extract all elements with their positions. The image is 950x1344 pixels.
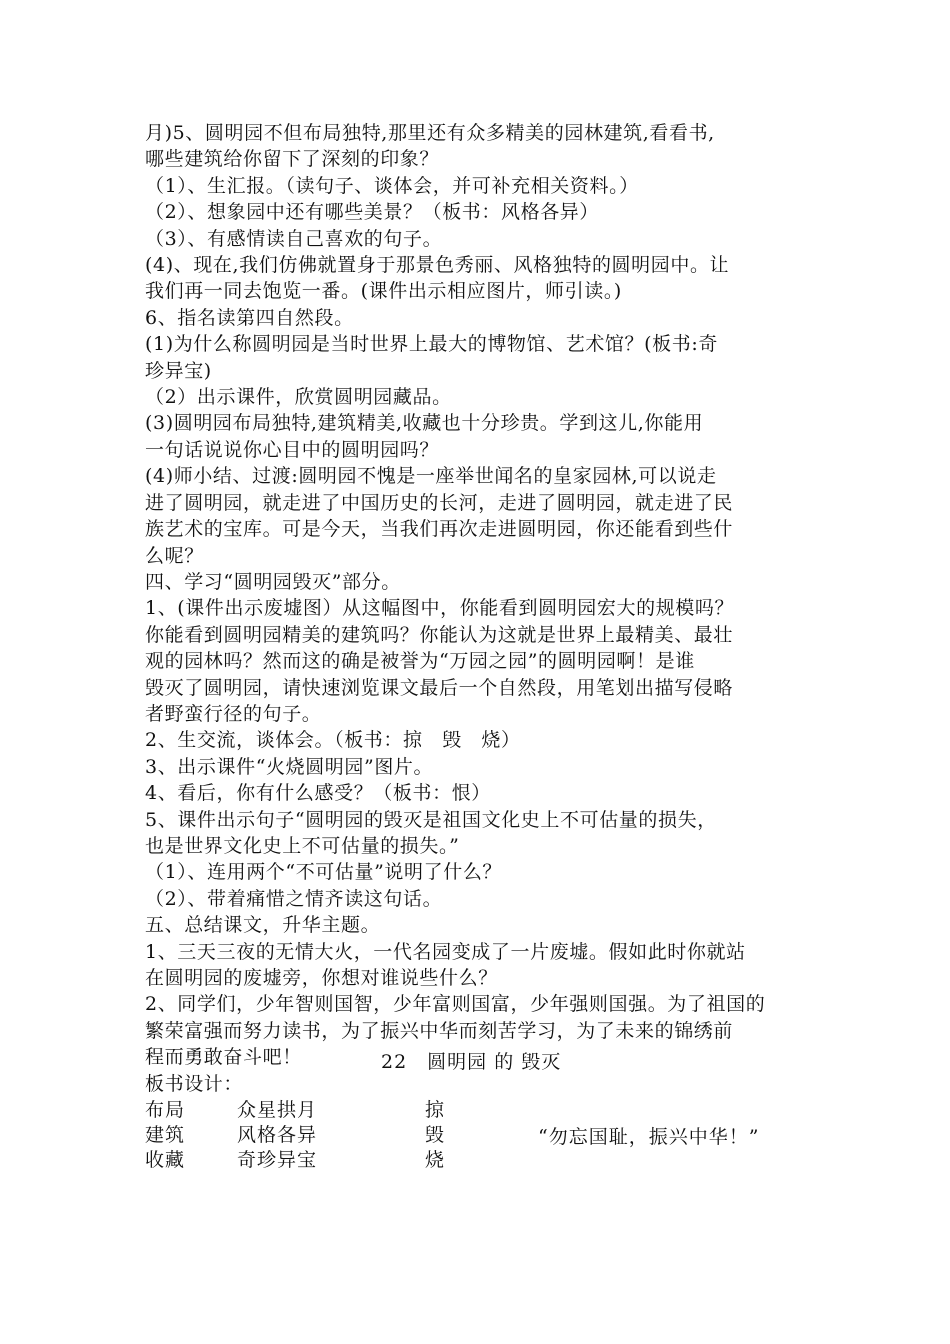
text-line: 1、(课件出示废墟图）从这幅图中，你能看到圆明园宏大的规模吗？: [145, 597, 735, 620]
section-heading: 五、总结课文，升华主题。: [145, 914, 381, 937]
text-line: （2）、想象园中还有哪些美景？（板书：风格各异）: [145, 201, 599, 224]
board-category: 建筑: [145, 1124, 186, 1146]
board-category: 收藏: [145, 1149, 186, 1171]
text-line: 在圆明园的废墟旁，你想对谁说些什么？: [145, 967, 498, 989]
text-line: 2、同学们，少年智则国智，少年富则国富，少年强则国强。为了祖国的: [145, 993, 766, 1016]
text-line: 程而勇敢奋斗吧！: [145, 1046, 302, 1069]
text-line: 月)5、圆明园不但布局独特,那里还有众多精美的园林建筑,看看书,: [145, 122, 715, 144]
lesson-plan-body: [145, 120, 810, 1097]
text-line: 你能看到圆明园精美的建筑吗？你能认为这就是世界上最精美、最壮: [145, 623, 734, 646]
board-action: 烧: [425, 1149, 446, 1171]
text-line: 2、生交流，谈体会。（板书：掠 毁 烧）: [145, 729, 521, 752]
board-category: 布局: [145, 1099, 186, 1121]
text-line: （1）、连用两个“不可估量”说明了什么？: [145, 861, 503, 884]
text-line: 5、课件出示句子“圆明园的毁灭是祖国文化史上不可估量的损失，: [145, 808, 717, 831]
text-line: （1）、生汇报。（读句子、谈体会，并可补充相关资料。）: [145, 174, 639, 197]
board-slogan: “勿忘国耻，振兴中华！”: [538, 1126, 760, 1148]
section-heading: 四、学习“圆明园毁灭”部分。: [145, 570, 401, 593]
text-line: 么呢？: [145, 544, 204, 567]
text-line: 繁荣富强而努力读书，为了振兴中华而刻苦学习，为了未来的锦绣前: [145, 1019, 734, 1042]
text-line: 者野蛮行径的句子。: [145, 702, 322, 725]
text-line: (1)为什么称圆明园是当时世界上最大的博物馆、艺术馆？(板书:奇: [145, 333, 718, 356]
text-line: 珍异宝): [145, 359, 212, 382]
text-line: 我们再一同去饱览一番。(课件出示相应图片，师引读。): [145, 280, 622, 303]
board-feature: 奇珍异宝: [237, 1149, 318, 1171]
text-line: 也是世界文化史上不可估量的损失。”: [145, 834, 460, 857]
board-action: 掠: [425, 1099, 446, 1121]
board-feature: 风格各异: [237, 1124, 318, 1146]
board-feature: 众星拱月: [237, 1099, 318, 1121]
text-line: 进了圆明园，就走进了中国历史的长河，走进了圆明园，就走进了民: [145, 491, 734, 514]
text-line: 哪些建筑给你留下了深刻的印象？: [145, 148, 440, 171]
text-line: (4)、现在,我们仿佛就置身于那景色秀丽、风格独特的圆明园中。让: [145, 254, 730, 277]
text-line: （2）、带着痛惜之情齐读这句话。: [145, 887, 443, 910]
text-line: (4)师小结、过渡:圆明园不愧是一座举世闻名的皇家园林,可以说走: [145, 465, 717, 488]
text-line: 1、三天三夜的无情大火，一代名园变成了一片废墟。假如此时你就站: [145, 940, 746, 963]
board-title: 22 圆明园 的 毁灭: [381, 1051, 562, 1073]
text-line: 族艺术的宝库。可是今天，当我们再次走进圆明园，你还能看到些什: [145, 518, 734, 541]
text-line: 6、指名读第四自然段。: [145, 306, 354, 329]
text-line: （2）出示课件，欣赏圆明园藏品。: [145, 386, 452, 409]
text-line: 3、出示课件“火烧圆明园”图片。: [145, 755, 434, 778]
text-line: 观的园林吗？然而这的确是被誉为“万园之园”的圆明园啊！是谁: [145, 650, 695, 673]
text-line: （3）、有感情读自己喜欢的句子。: [145, 227, 443, 250]
board-action: 毁: [425, 1124, 446, 1146]
text-line: 毁灭了圆明园，请快速浏览课文最后一个自然段，用笔划出描写侵略: [145, 676, 734, 699]
text-line: 4、看后，你有什么感受？（板书：恨）: [145, 782, 491, 805]
text-line: 一句话说说你心目中的圆明园吗？: [145, 438, 440, 461]
board-design-label: 板书设计：: [145, 1072, 244, 1095]
text-line: (3)圆明园布局独特,建筑精美,收藏也十分珍贵。学到这儿,你能用: [145, 412, 704, 435]
